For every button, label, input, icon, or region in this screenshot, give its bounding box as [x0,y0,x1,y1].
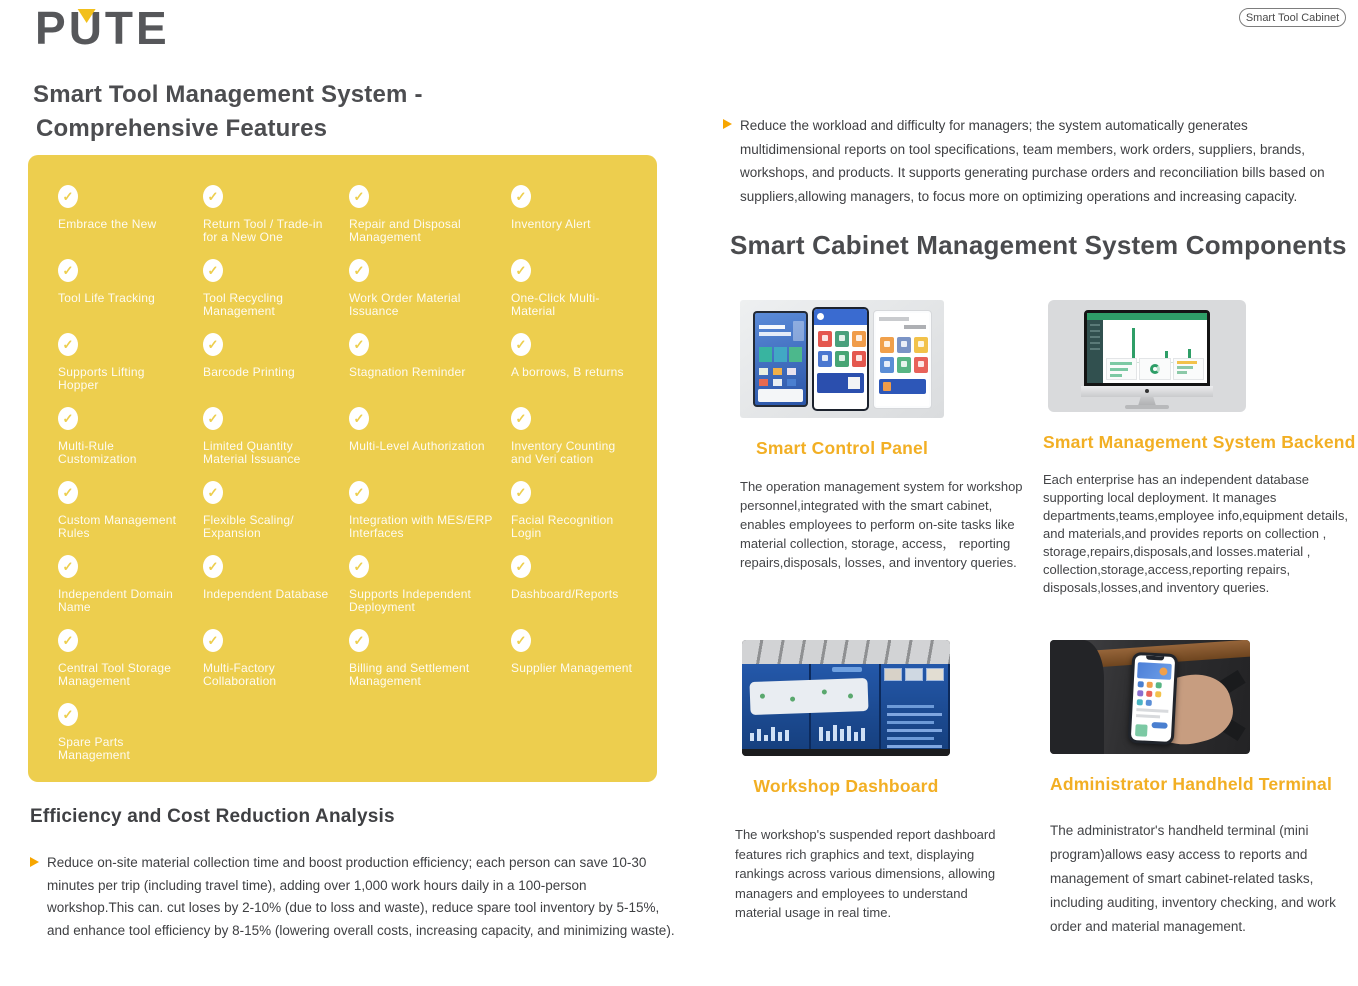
tablet-2 [812,307,869,411]
check-icon [511,407,531,430]
feature-item [58,407,203,481]
apple-logo-icon [1145,389,1149,393]
smartphone [1128,652,1179,745]
imac-screen [1084,310,1210,386]
check-icon [203,333,223,356]
feature-item [349,185,511,259]
check-icon [58,703,78,726]
title-line-1: Smart Tool Management System - [33,81,423,108]
efficiency-bullet [30,852,685,942]
check-icon [58,629,78,652]
feature-label: Return Tool / Trade-in for a New One [203,217,323,244]
logo-triangle-icon [77,9,95,23]
phone-notch [1146,656,1164,661]
card-workshop-dashboard [730,640,1030,939]
check-icon [349,407,369,430]
check-icon [349,629,369,652]
tablet-3-screen [876,313,929,406]
efficiency-text: Reduce on-site material collection time and boost production efficiency; each person can save 10-30 minutes per trip (including travel time), adding over 1,000 work hours daily in a 100-person workshop.This can. cut loses by 2-10% (due to loss and waste), reduce spare tool inventory by 5-15%, and enhance tool efficiency by 8-15% (lowering overall costs, increasing capacity, and minimizing waste). [47,855,675,938]
feature-label: Tool Recycling Management [203,291,284,318]
feature-item [349,629,511,703]
logo-letter: P [35,2,69,54]
feature-item [203,629,349,703]
card-title: Smart Control Panel [755,438,929,458]
tablet-3 [873,310,932,409]
app-banner [1137,662,1172,680]
feature-item [58,185,203,259]
check-icon [58,259,78,282]
title-line-2: Comprehensive Features [36,115,328,142]
feature-label: Spare Parts Management [58,735,131,762]
features-panel [28,155,657,782]
check-icon [203,259,223,282]
feature-label: Work Order Material Issuance [349,291,461,318]
managers-bullet [723,114,1335,208]
panel-bars [819,719,873,741]
blue-button [1151,722,1167,729]
feature-label: Stagnation Reminder [349,365,466,379]
card-title: Administrator Handheld Terminal [1050,774,1333,794]
handheld-terminal-photo [1050,640,1250,754]
feature-item [58,259,203,333]
check-icon [58,185,78,208]
pute-logo [35,0,170,56]
panel-bars [750,719,804,741]
check-icon [58,407,78,430]
feature-item [511,185,657,259]
tablet-2-screen [814,309,867,409]
feature-label: Repair and Disposal Management [349,217,461,244]
smart-control-panel-photo [740,300,944,418]
feature-item [58,481,203,555]
check-icon [203,629,223,652]
managers-text: Reduce the workload and difficulty for managers; the system automatically generates multidimensional reports on tool specifications, team members, work orders, suppliers, brands, workshops, and products. It supports generating purchase orders and reconciliation bills based on suppliers,allowing managers, to focus more on optimizing operations and increasing capacity. [740,118,1325,204]
feature-item [203,555,349,629]
feature-label: A borrows, B returns [511,365,624,379]
logo-letter-u: U [68,2,105,54]
badge-label: Smart Tool Cabinet [1245,11,1340,24]
card-smart-control-panel [730,300,1030,640]
check-icon [349,333,369,356]
feature-item [349,259,511,333]
card-description: The administrator's handheld terminal (mini program)allows easy access to reports and management of smart cabinet-related tasks, including auditing, inventory checking, and work order and material management. [1050,823,1336,934]
app-icon-grid [1133,678,1174,707]
check-icon [511,555,531,578]
feature-item [203,259,349,333]
card-description: The operation management system for workshop personnel,integrated with the smart cabinet, enables employees to perform on-site tasks like material collection, storage, access， reporting repairs,disposals, losses, and inventory queries. [740,479,1023,570]
phone-screen [1131,655,1175,742]
card-management-backend [1043,300,1358,640]
feature-label: Independent Domain Name [58,587,174,614]
panel-ranking-list [887,700,942,748]
efficiency-title: Efficiency and Cost Reduction Analysis [30,806,395,827]
card-title: Workshop Dashboard [753,776,939,796]
feature-item [511,555,657,629]
list-thumbnail [1135,724,1148,737]
check-icon [511,185,531,208]
components-title: Smart Cabinet Management System Components [730,230,1347,260]
check-icon [349,259,369,282]
check-icon [58,481,78,504]
feature-label: Facial Recognition Login [511,513,614,540]
feature-item [203,333,349,407]
check-icon [58,333,78,356]
feature-item [511,481,657,555]
feature-label: Multi-Factory Collaboration [203,661,277,688]
logo-letter: E [136,2,170,54]
imac-base [1125,405,1169,409]
feature-label: Supports Lifting Hopper [58,365,145,392]
check-icon [511,481,531,504]
feature-label: Custom Management Rules [58,513,177,540]
feature-item [511,629,657,703]
ceiling [742,640,950,664]
feature-item [203,185,349,259]
check-icon [203,481,223,504]
check-icon [349,555,369,578]
feature-item [511,259,657,333]
person-silhouette [1050,640,1104,754]
feature-item [203,481,349,555]
feature-item [511,333,657,407]
feature-item [58,333,203,407]
card-title: Smart Management System Backend [1043,432,1356,452]
feature-label: Central Tool Storage Management [58,661,172,688]
feature-item [58,703,203,777]
check-icon [58,555,78,578]
factory-3d-model [749,678,868,715]
check-icon [203,185,223,208]
feature-label: Supplier Management [511,661,633,675]
backend-sidebar [1087,320,1103,383]
smart-tool-cabinet-badge[interactable] [1239,8,1346,27]
video-wall [742,664,950,749]
check-icon [349,185,369,208]
bullet-triangle-icon [30,857,39,867]
feature-label: Integration with MES/ERP Interfaces [349,513,493,540]
efficiency-section [30,806,685,942]
check-icon [203,555,223,578]
feature-item [58,629,203,703]
page-title [33,78,423,146]
feature-label: Flexible Scaling/ Expansion [203,513,294,540]
feature-label: Embrace the New [58,217,157,231]
panel-title-bar [832,667,862,672]
feature-label: Barcode Printing [203,365,295,379]
feature-item [203,407,349,481]
check-icon [203,407,223,430]
managers-benefit-section [723,114,1335,208]
feature-item [349,555,511,629]
feature-label: Inventory Alert [511,217,591,231]
text-line [1136,714,1160,718]
feature-label: Billing and Settlement Management [349,661,470,688]
feature-item [349,481,511,555]
feature-label: Inventory Counting and Veri cation [511,439,616,466]
backend-header-bar [1087,313,1207,320]
imac-backend-photo [1048,300,1246,412]
feature-label: Multi-Rule Customization [58,439,137,466]
card-description: The workshop's suspended report dashboard features rich graphics and text, displaying rankings across various dimensions, allowing managers and employees to understand material usage in real time. [735,827,996,920]
feature-item [58,555,203,629]
workshop-dashboard-photo [742,640,950,756]
check-icon [511,629,531,652]
feature-label: Tool Life Tracking [58,291,155,305]
desk-strip [742,749,950,756]
backend-stat-panels [1106,358,1204,380]
text-line [1136,708,1168,713]
card-description: Each enterprise has an independent database supporting local deployment. It manages departments,teams,employee info,equipment details, and materials,and provides reports on collection , storage,repairs,disposals,and losses.material , collection,storage,access,reporting repairs, disposals,losses,and inventory queries. [1043,472,1348,595]
bullet-triangle-icon [723,119,732,129]
tablet-1 [753,311,808,407]
tablet-1-screen [755,313,806,405]
wall-panel [881,664,950,749]
check-icon [349,481,369,504]
feature-label: Dashboard/Reports [511,587,619,601]
feature-label: Supports Independent Deployment [349,587,472,614]
feature-label: One-Click Multi-Material [511,291,600,318]
feature-label: Multi-Level Authorization [349,439,485,453]
check-icon [511,259,531,282]
imac-chin [1081,386,1213,397]
card-handheld-terminal [1043,640,1358,939]
panel-thumbnails [884,668,944,681]
feature-label: Independent Database [203,587,329,601]
components-cards [730,300,1358,939]
logo-letter: T [104,2,137,54]
check-icon [511,333,531,356]
feature-item [511,407,657,481]
feature-item [349,407,511,481]
feature-label: Limited Quantity Material Issuance [203,439,301,466]
feature-item [349,333,511,407]
